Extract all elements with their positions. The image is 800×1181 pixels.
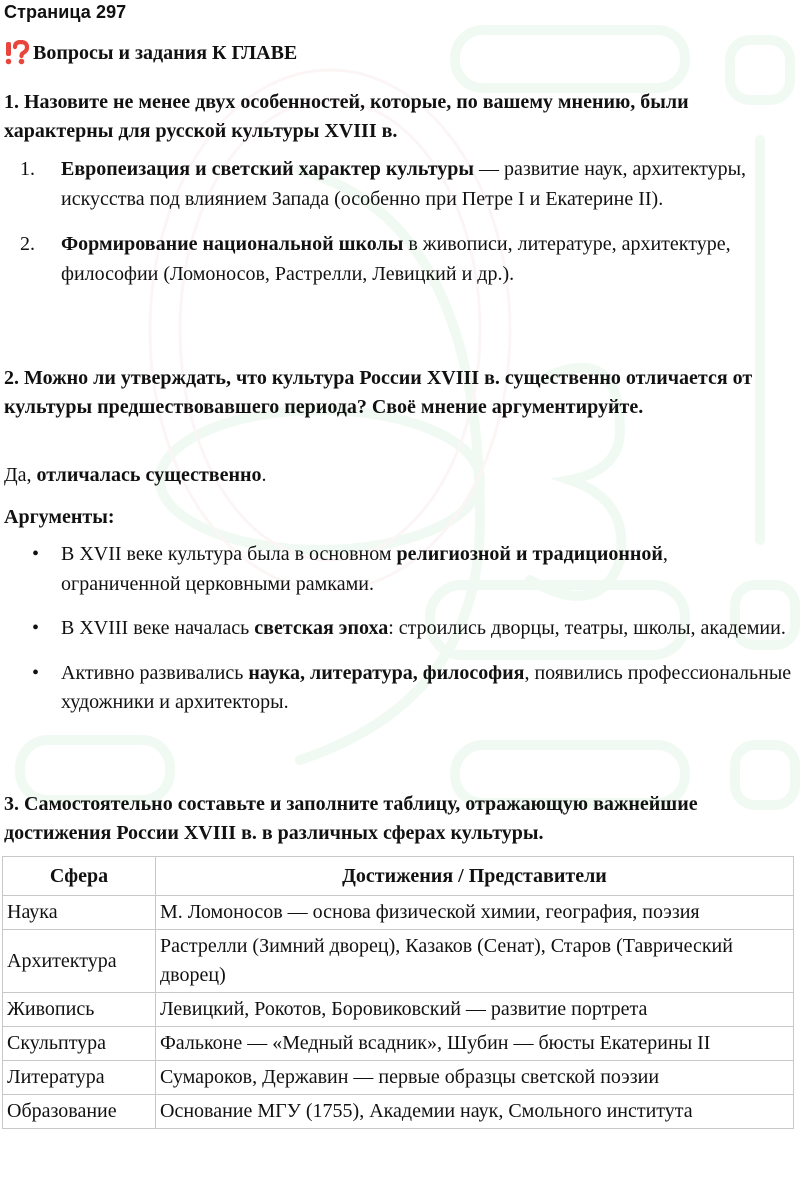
argument-text: Активно развивались	[61, 661, 249, 684]
item-term: Европеизация и светский характер культуры	[61, 158, 474, 180]
argument-emphasis: светская эпоха	[254, 617, 389, 639]
argument-emphasis: религиозной и традиционной	[396, 543, 663, 565]
answer-text: Да,	[4, 464, 37, 486]
table-row	[3, 1061, 794, 1095]
arguments-list	[0, 540, 792, 733]
argument-emphasis: наука, литература, философия	[248, 661, 525, 684]
cell-achievement: Левицкий, Рокотов, Боровиковский — развитие портрета	[156, 993, 794, 1027]
cell-sphere: Образование	[3, 1095, 156, 1129]
cell-achievement: М. Ломоносов — основа физической химии, география, поэзия	[156, 896, 794, 930]
double-exclamation-question-icon	[4, 40, 30, 66]
table-row	[3, 930, 794, 993]
column-header-sphere: Сфера	[3, 857, 156, 896]
arguments-label: Аргументы:	[4, 506, 115, 528]
question-3-title: 3. Самостоятельно составьте и заполните таблицу, отражающую важнейшие достижения России XVIII в. в различных сферах культуры.	[4, 793, 698, 844]
page-number-label: Страница 297	[4, 2, 127, 22]
question-1-title: 1. Назовите не менее двух особенностей, которые, по вашему мнению, были характерны для русской культуры XVIII в.	[4, 91, 689, 142]
table-row	[3, 993, 794, 1027]
chapter-title: Вопросы и задания К ГЛАВЕ	[33, 41, 298, 64]
cell-sphere: Живопись	[3, 993, 156, 1027]
cell-sphere: Литература	[3, 1061, 156, 1095]
item-text: в живописи, литературе, архитектуре, философии (Ломоносов, Растрелли, Левицкий и др.).	[61, 233, 731, 285]
question-2-answer	[4, 461, 267, 490]
list-number: 1.	[20, 158, 35, 180]
argument-text: В XVII веке культура была в основном	[61, 543, 397, 565]
cell-sphere: Архитектура	[3, 930, 156, 993]
cell-achievement: Растрелли (Зимний дворец), Казаков (Сенат), Старов (Таврический дворец)	[156, 930, 794, 993]
argument-text: : строились дворцы, театры, школы, академии.	[388, 617, 786, 639]
question-2-title: 2. Можно ли утверждать, что культура России XVIII в. существенно отличается от культуры предшествовавшего периода? Своё мнение аргументируйте.	[4, 367, 753, 418]
argument-text: , появились профессиональные художники и архитекторы.	[61, 661, 792, 713]
answer-end: .	[261, 464, 267, 486]
list-item	[0, 614, 792, 644]
cell-sphere: Скульптура	[3, 1027, 156, 1061]
cell-achievement: Фальконе — «Медный всадник», Шубин — бюсты Екатерины II	[156, 1027, 794, 1061]
table-header-row	[3, 857, 794, 896]
list-item	[0, 230, 790, 289]
table-row	[3, 1027, 794, 1061]
list-number: 2.	[20, 233, 35, 255]
list-item	[0, 659, 792, 718]
bullet: •	[32, 617, 40, 639]
question-1-answer-list	[0, 155, 790, 305]
list-item	[0, 155, 790, 214]
bullet: •	[32, 661, 40, 684]
answer-emphasis: отличалась существенно	[36, 464, 262, 486]
item-text: — развитие наук, архитектуры, искусства под влиянием Запада (особенно при Петре I и Екатерине II).	[61, 158, 747, 210]
cell-sphere: Наука	[3, 896, 156, 930]
cell-achievement: Сумароков, Державин — первые образцы светской поэзии	[156, 1061, 794, 1095]
cell-achievement: Основание МГУ (1755), Академии наук, Смольного института	[156, 1095, 794, 1129]
list-item	[0, 540, 792, 599]
culture-achievements-table	[2, 856, 794, 1129]
argument-text: , ограниченной церковными рамками.	[61, 543, 668, 595]
bullet: •	[32, 543, 40, 565]
table-row	[3, 1095, 794, 1129]
argument-text: В XVIII веке началась	[61, 617, 255, 639]
column-header-achievements: Достижения / Представители	[156, 857, 794, 896]
chapter-heading	[4, 40, 297, 66]
item-term: Формирование национальной школы	[61, 233, 404, 255]
table-row	[3, 896, 794, 930]
